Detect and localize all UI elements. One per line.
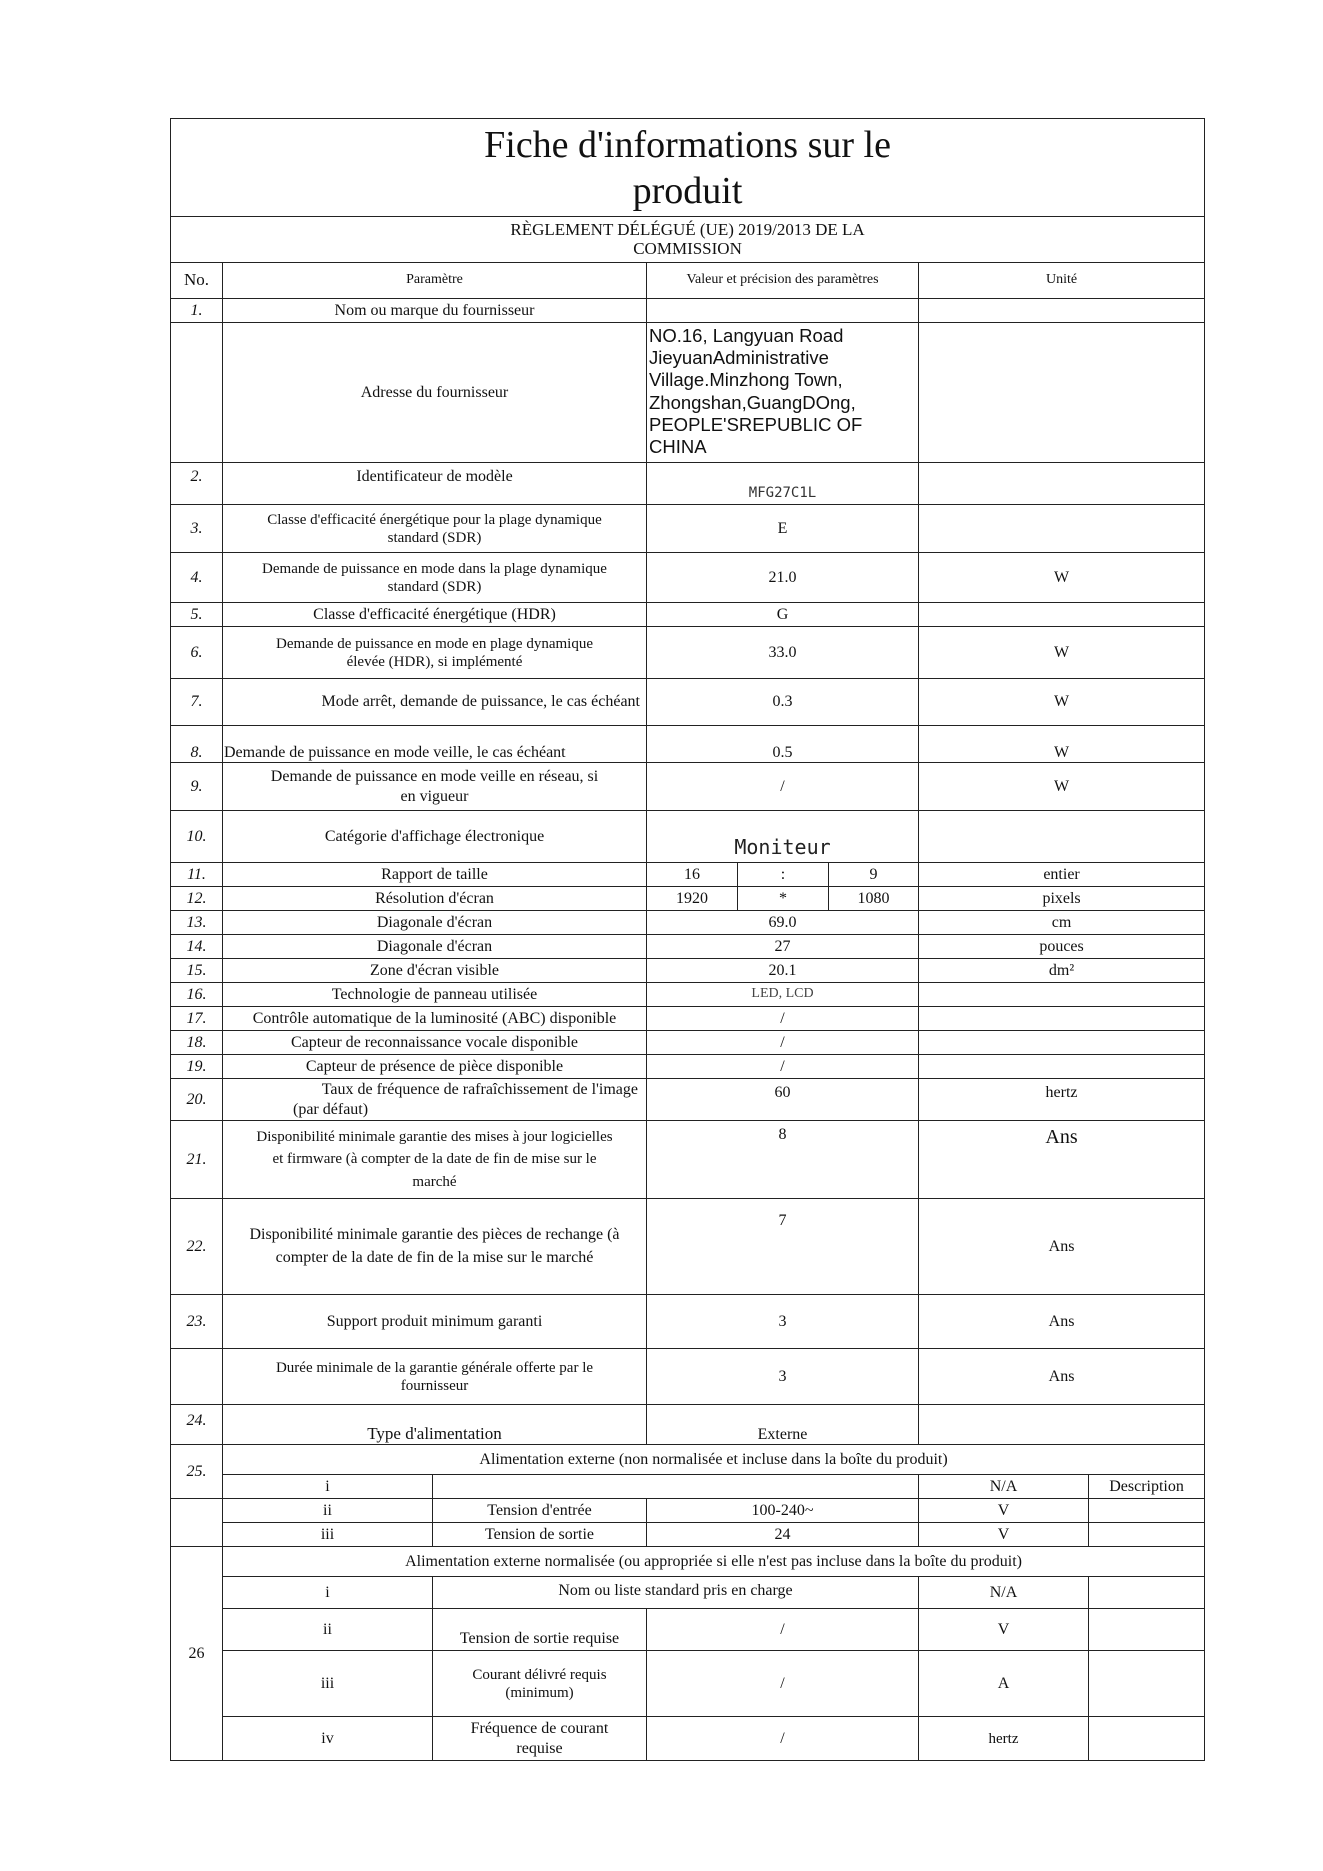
sub-index: iii [223,1651,433,1717]
unit-cell: W [919,679,1205,726]
value-cell: 7 [647,1199,919,1295]
param-cell: Diagonale d'écran [223,911,647,935]
sub-unit: N/A [919,1475,1089,1499]
param-line: standard (SDR) [387,529,482,546]
param-line: standard (SDR) [387,578,482,595]
unit-cell: Ans [919,1199,1205,1295]
value-cell: 69.0 [647,911,919,935]
sub-label: Tension d'entrée [433,1499,647,1523]
sheet-title [171,119,1205,217]
sub-unit: V [919,1499,1089,1523]
sub-extra [1089,1651,1205,1717]
address-line: NO.16, Langyuan Road [649,325,844,346]
model-identifier: MFG27C1L [647,463,919,505]
aspect-width: 16 [647,863,738,887]
address-line: Zhongshan,GuangDOng, [649,391,856,413]
param-cell [223,1349,647,1405]
supplier-address [647,323,919,463]
table-row [171,1295,1205,1349]
subtitle-line-1: RÈGLEMENT DÉLÉGUÉ (UE) 2019/2013 DE LA [510,219,865,239]
sub-index: i [223,1475,433,1499]
table-row [171,1007,1205,1031]
psu26-heading: Alimentation externe normalisée (ou appropriée si elle n'est pas incluse dans la boîte du produit) [223,1547,1205,1577]
sub-label: Nom ou liste standard pris en charge [433,1577,919,1609]
value-cell: LED, LCD [647,983,919,1007]
row-number: 10. [171,811,223,863]
address-line: PEOPLE'SREPUBLIC OF [649,413,863,435]
sub-unit: N/A [919,1577,1089,1609]
row-number: 8. [171,726,223,763]
address-line: JieyuanAdministrative [649,347,829,369]
subtitle-row [171,217,1205,263]
table-row [171,1651,1205,1717]
param-line: compter de la date de fin de la mise sur le marché [275,1248,594,1266]
sub-label: Tension de sortie [433,1523,647,1547]
param-cell: Rapport de taille [223,863,647,887]
table-row [171,627,1205,679]
table-row [171,959,1205,983]
product-info-sheet [170,118,1205,1761]
row-number: 4. [171,553,223,603]
value-cell [647,299,919,323]
row-number: 13. [171,911,223,935]
table-row [171,763,1205,811]
table-row [171,1031,1205,1055]
sub-value: 100-240~ [647,1499,919,1523]
table-row [171,323,1205,463]
table-row [171,505,1205,553]
sub-index: ii [223,1499,433,1523]
sub-extra [1089,1609,1205,1651]
param-line: et firmware (à compter de la date de fin de mise sur le [272,1151,597,1168]
sub-value: / [647,1651,919,1717]
regulation-subtitle [171,217,1205,263]
param-cell: Diagonale d'écran [223,935,647,959]
subtitle-line-2: COMMISSION [633,238,742,258]
table-row [171,1577,1205,1609]
table-row [171,1717,1205,1761]
table-row [171,1121,1205,1199]
param-cell [223,1199,647,1295]
col-header-unit: Unité [919,263,1205,299]
param-cell: Nom ou marque du fournisseur [223,299,647,323]
sub-value: / [647,1609,919,1651]
sub-extra [1089,1717,1205,1761]
unit-cell [919,299,1205,323]
param-line: Disponibilité minimale garantie des pièces de rechange (à [249,1226,620,1244]
value-cell: 0.3 [647,679,919,726]
table-row [171,299,1205,323]
unit-cell [919,1405,1205,1445]
title-row [171,119,1205,217]
param-line: (par défaut) [293,1100,369,1118]
row-number: 7. [171,679,223,726]
value-cell: 8 [647,1121,919,1199]
col-header-param: Paramètre [223,263,647,299]
row-number: 3. [171,505,223,553]
sub-index: i [223,1577,433,1609]
sub-extra [1089,1577,1205,1609]
value-cell: 27 [647,935,919,959]
row-number: 14. [171,935,223,959]
title-line-2: produit [632,169,743,212]
param-cell: Adresse du fournisseur [223,323,647,463]
row-number: 21. [171,1121,223,1199]
address-line: Village.Minzhong Town, [649,369,843,391]
param-cell: Résolution d'écran [223,887,647,911]
row-number: 11. [171,863,223,887]
value-cell: / [647,1007,919,1031]
address-line: CHINA [649,435,707,457]
table-row [171,1475,1205,1499]
psu25-heading: Alimentation externe (non normalisée et incluse dans la boîte du produit) [223,1445,1205,1475]
sub-label-line: Fréquence de courant [470,1720,609,1738]
sub-unit: hertz [919,1717,1089,1761]
col-header-no: No. [171,263,223,299]
sub-label [433,1651,647,1717]
table-row [171,935,1205,959]
table-row [171,726,1205,763]
value-cell: G [647,603,919,627]
param-line: élevée (HDR), si implémenté [346,653,523,670]
param-cell [223,627,647,679]
sub-label [433,1717,647,1761]
param-line: Disponibilité minimale garantie des mises à jour logicielles [256,1128,613,1145]
col-header-value: Valeur et précision des paramètres [647,263,919,299]
sub-value: / [647,1717,919,1761]
row-number: 2. [171,463,223,505]
sub-extra: Description [1089,1475,1205,1499]
param-cell: Classe d'efficacité énergétique (HDR) [223,603,647,627]
value-cell: 0.5 [647,726,919,763]
row-number: 12. [171,887,223,911]
param-cell: Capteur de reconnaissance vocale disponible [223,1031,647,1055]
param-line: marché [412,1173,457,1190]
table-row [171,887,1205,911]
sub-index: iii [223,1523,433,1547]
value-cell: 21.0 [647,553,919,603]
value-cell: 3 [647,1295,919,1349]
unit-cell: Ans [919,1349,1205,1405]
param-line: Classe d'efficacité énergétique pour la plage dynamique [267,511,602,528]
sub-value: 24 [647,1523,919,1547]
param-cell: Type d'alimentation [223,1405,647,1445]
row-number: 18. [171,1031,223,1055]
table-row [171,463,1205,505]
row-number: 20. [171,1079,223,1121]
row-number: 16. [171,983,223,1007]
param-line: Durée minimale de la garantie générale offerte par le [275,1359,594,1376]
psu26-heading-row [171,1547,1205,1577]
sub-index: iv [223,1717,433,1761]
row-number: 6. [171,627,223,679]
sub-label [433,1475,919,1499]
unit-cell [919,1031,1205,1055]
sub-extra [1089,1523,1205,1547]
unit-cell [919,505,1205,553]
table-row [171,911,1205,935]
unit-cell: Ans [919,1295,1205,1349]
param-line: fournisseur [400,1377,469,1394]
table-row [171,1609,1205,1651]
row-number [171,323,223,463]
unit-cell [919,1055,1205,1079]
table-row [171,811,1205,863]
value-cell: / [647,1031,919,1055]
sub-extra [1089,1499,1205,1523]
sub-label-line: (minimum) [505,1684,574,1701]
param-cell: Demande de puissance en mode veille, le cas échéant [223,726,647,763]
param-cell: Identificateur de modèle [223,463,647,505]
unit-cell: W [919,763,1205,811]
row-number: 25. [171,1445,223,1499]
param-line: Demande de puissance en mode veille en réseau, si [270,768,599,786]
table-row [171,1079,1205,1121]
resolution-separator: * [738,887,829,911]
table-row [171,553,1205,603]
param-cell: Capteur de présence de pièce disponible [223,1055,647,1079]
table-row [171,1523,1205,1547]
param-cell [223,763,647,811]
param-line: en vigueur [400,787,469,805]
table-row [171,679,1205,726]
value-cell: 3 [647,1349,919,1405]
row-number: 19. [171,1055,223,1079]
unit-cell: cm [919,911,1205,935]
unit-cell: pouces [919,935,1205,959]
value-cell: 20.1 [647,959,919,983]
sub-label-line: requise [516,1739,563,1757]
row-number [171,1499,223,1547]
table-row [171,863,1205,887]
unit-cell [919,811,1205,863]
param-cell: Catégorie d'affichage électronique [223,811,647,863]
unit-cell: W [919,726,1205,763]
param-cell: Contrôle automatique de la luminosité (ABC) disponible [223,1007,647,1031]
sub-label: Tension de sortie requise [433,1609,647,1651]
aspect-height: 9 [829,863,919,887]
sub-unit: V [919,1609,1089,1651]
table-row [171,603,1205,627]
param-cell: Zone d'écran visible [223,959,647,983]
unit-cell: Ans [919,1121,1205,1199]
unit-cell [919,1007,1205,1031]
row-number [171,1349,223,1405]
param-line: Demande de puissance en mode dans la plage dynamique [262,560,607,577]
row-number: 26 [171,1547,223,1761]
unit-cell: W [919,553,1205,603]
row-number: 9. [171,763,223,811]
param-cell [223,505,647,553]
sub-label-line: Courant délivré requis [472,1666,607,1683]
psu25-heading-row [171,1445,1205,1475]
param-cell [223,1121,647,1199]
row-number: 15. [171,959,223,983]
row-number: 1. [171,299,223,323]
row-number: 17. [171,1007,223,1031]
table-row [171,1405,1205,1445]
value-cell: / [647,1055,919,1079]
param-cell: Mode arrêt, demande de puissance, le cas échéant [223,679,647,726]
sub-index: ii [223,1609,433,1651]
unit-cell: dm² [919,959,1205,983]
param-line: Taux de fréquence de rafraîchissement de l'image [321,1081,638,1099]
row-number: 23. [171,1295,223,1349]
unit-cell [919,323,1205,463]
sub-unit: V [919,1523,1089,1547]
param-cell: Support produit minimum garanti [223,1295,647,1349]
row-number: 5. [171,603,223,627]
value-cell: / [647,763,919,811]
unit-cell: entier [919,863,1205,887]
param-cell [223,1079,647,1121]
unit-cell [919,983,1205,1007]
display-category: Moniteur [647,811,919,863]
table-row [171,1055,1205,1079]
row-number: 24. [171,1405,223,1445]
table-row [171,1349,1205,1405]
title-line-1: Fiche d'informations sur le [484,123,891,166]
value-cell: Externe [647,1405,919,1445]
unit-cell [919,603,1205,627]
param-cell: Technologie de panneau utilisée [223,983,647,1007]
unit-cell [919,463,1205,505]
row-number: 22. [171,1199,223,1295]
unit-cell: W [919,627,1205,679]
table-row [171,1199,1205,1295]
param-line: Demande de puissance en mode en plage dynamique [276,635,593,652]
table-row [171,1499,1205,1523]
unit-cell: pixels [919,887,1205,911]
resolution-height: 1080 [829,887,919,911]
sub-unit: A [919,1651,1089,1717]
unit-cell: hertz [919,1079,1205,1121]
value-cell: E [647,505,919,553]
value-cell: 60 [647,1079,919,1121]
value-cell: 33.0 [647,627,919,679]
resolution-width: 1920 [647,887,738,911]
aspect-separator: : [738,863,829,887]
table-row [171,983,1205,1007]
param-cell [223,553,647,603]
column-header-row [171,263,1205,299]
